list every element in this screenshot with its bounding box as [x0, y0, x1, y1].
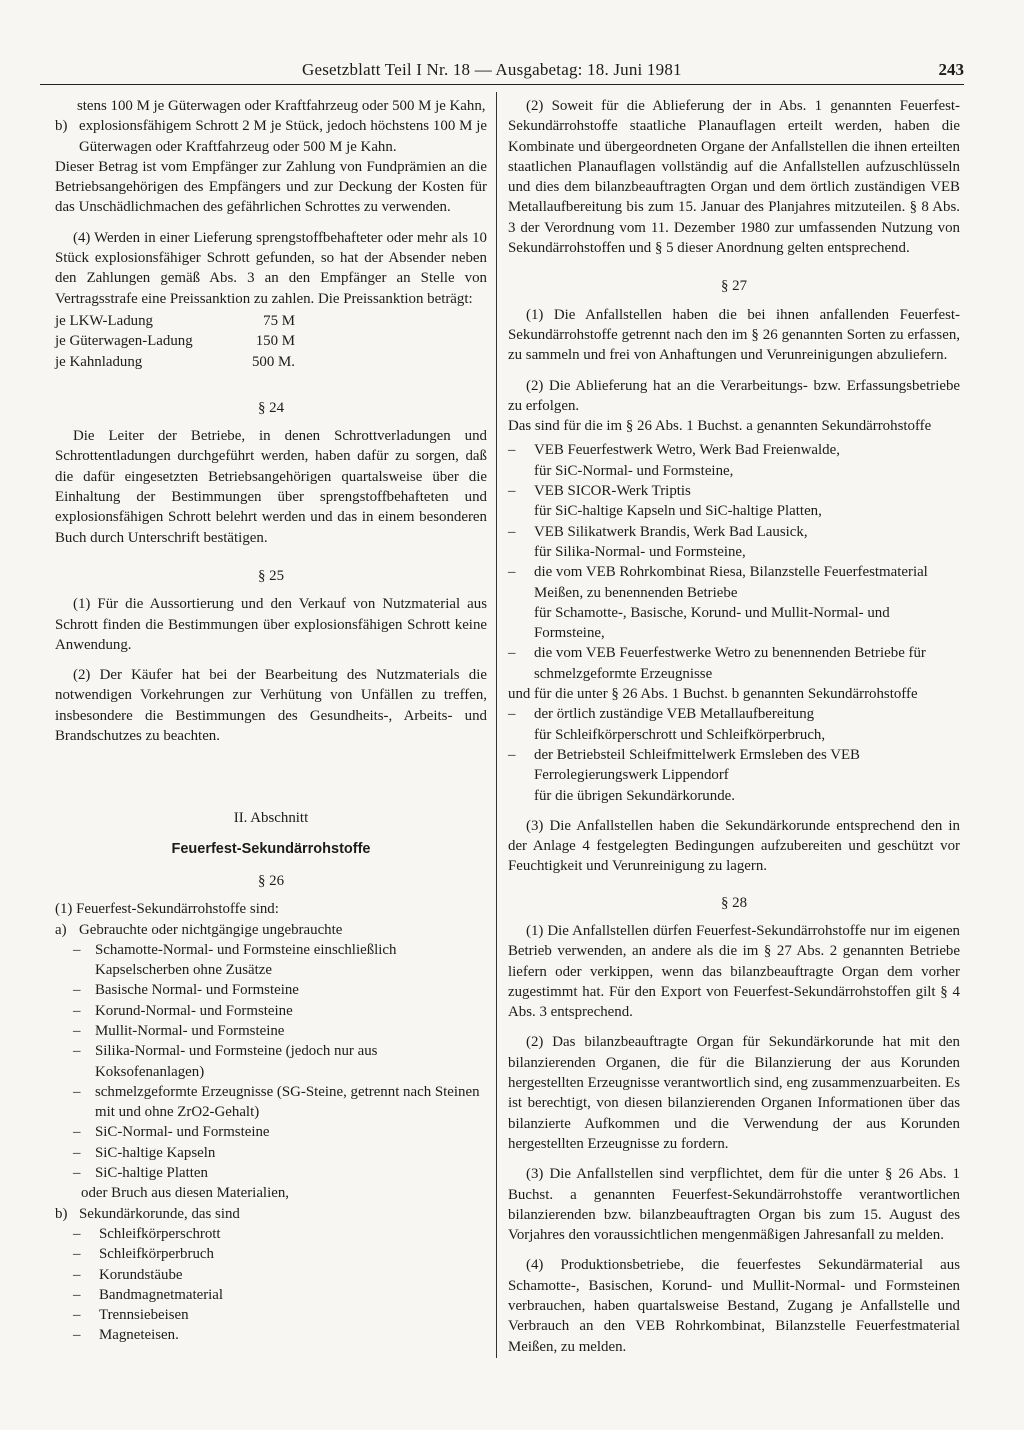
paragraph: oder Bruch aus diesen Materialien,: [81, 1185, 289, 1202]
paragraph: (3) Die Anfallstellen sind verpflichtet, dem für die unter § 26 Abs. 1 Buchst. a genannten Feuerfest-Sekundärrohstoffe verantwortlichen bilanzierenden bzw. bilanzbeauftragten Organ bis zum 15. August des Vorjahres den voraussichtlichen mengenmäßigen Jahresanfall zu melden.: [508, 1166, 960, 1244]
list-label: a): [55, 921, 67, 938]
right-column: [508, 96, 960, 1357]
section-heading-25: § 25: [257, 567, 285, 584]
paragraph: Das sind für die im § 26 Abs. 1 Buchst. a genannten Sekundärrohstoffe: [508, 418, 932, 435]
list-item: – Trennsiebeisen: [73, 1307, 189, 1324]
list-item: – SiC-haltige Platten: [73, 1165, 208, 1182]
chapter-heading: II. Abschnitt: [233, 810, 309, 827]
fine-label: je Güterwagen-Ladung: [55, 333, 193, 350]
paragraph: (1) Feuerfest-Sekundärrohstoffe sind:: [55, 901, 279, 918]
paragraph: stens 100 M je Güterwagen oder Kraftfahrzeug oder 500 M je Kahn,: [77, 98, 486, 114]
fine-label: je Kahnladung: [55, 353, 143, 370]
fines-table: [55, 311, 487, 372]
paragraph: Dieser Betrag ist vom Empfänger zur Zahlung von Fundprämien an die Betriebsangehörigen des Empfängers und zur Deckung der Kosten für das Unschädlichmachen des gefährlichen Schrottes zu verwenden.: [55, 158, 487, 216]
fine-amount: 150 M: [255, 333, 295, 350]
column-divider: [496, 92, 497, 1358]
list-item: – VEB Feuerfestwerk Wetro, Werk Bad Freienwalde, für SiC-Normal- und Formsteine,: [508, 442, 840, 479]
list-item: – Korundstäube: [73, 1266, 183, 1283]
materials-list: [73, 940, 487, 1184]
paragraph: (1) Die Anfallstellen haben die bei ihnen anfallenden Feuerfest-Sekundärrohstoffe getrennt nach den im § 26 genannten Sorten zu erfassen, zu sammeln und frei von Anhaftungen und Verunreinigungen abzuliefern.: [508, 306, 960, 364]
paragraph: (1) Die Anfallstellen dürfen Feuerfest-Sekundärrohstoffe nur im eigenen Betrieb verwenden, an andere als die im § 27 Abs. 2 genannten Betriebe liefern oder verkippen, wenn das bilanzbeauftragte Organ dem vorher zugestimmt hat. Für den Export von Feuerfest-Sekundärrohstoffen gilt § 4 Abs. 3 entsprechend.: [508, 922, 960, 1021]
section-heading-24: § 24: [257, 399, 285, 416]
list-label: b): [55, 1205, 68, 1222]
list-item: – der örtlich zuständige VEB Metallaufbereitung für Schleifkörperschrott und Schleifkörperbruch,: [508, 706, 826, 743]
list-label: b): [55, 118, 68, 135]
list-item: – SiC-Normal- und Formsteine: [73, 1124, 270, 1141]
paragraph: (2) Das bilanzbeauftragte Organ für Sekundärkorunde hat mit den bilanzierenden Organen, die für die Bilanzierung der aus Korunden hergestellten Erzeugnisse verantwortlich sind, eng zusammenzuarbeiten. Es ist berechtigt, von diesen bilanzierenden Organen Informationen über das bilanzierte Aufkommen und die Verwendung der aus Korunden hergestellten Erzeugnisse zu fordern.: [508, 1034, 960, 1152]
paragraph: (1) Für die Aussortierung und den Verkauf von Nutzmaterial aus Schrott finden die Bestimmungen über explosionsfähigen Schrott keine Anwendung.: [55, 596, 487, 653]
corundum-list: [73, 1224, 487, 1346]
list-item: – die vom VEB Rohrkombinat Riesa, Bilanzstelle Feuerfestmaterial Meißen, zu benennenden Betriebe für Schamotte-, Basische, Korund- und Mullit-Normal- und Formsteine,: [508, 564, 928, 642]
list-text: Sekundärkorunde, das sind: [79, 1205, 240, 1222]
section-heading-28: § 28: [720, 894, 748, 911]
paragraph: (2) Der Käufer hat bei der Bearbeitung des Nutzmaterials die notwendigen Vorkehrungen zur Verhütung von Unfällen zu treffen, insbesondere die Bestimmungen des Gesundheits-, Arbeits- und Brandschutzes zu beachten.: [55, 667, 487, 745]
paragraph: Die Leiter der Betriebe, in denen Schrottverladungen und Schrottentladungen durchgeführt werden, haben dafür zu sorgen, daß die dafür eingesetzten Betriebsangehörigen quartalsweise über die Einhaltung der Bestimmungen über sprengstoffbehafteten und explosionsfähigen Schrott belehrt werden und das in einem besonderen Buch durch Unterschrift bestätigen.: [55, 428, 487, 546]
list-item: – Schleifkörperbruch: [73, 1246, 214, 1263]
fine-amount: 75 M: [263, 312, 295, 329]
list-item-b2: [55, 1204, 487, 1224]
fines-row: [55, 331, 487, 351]
list-item-a: [55, 920, 487, 940]
list-item: – die vom VEB Feuerfestwerke Wetro zu benennenden Betriebe für schmelzgeformte Erzeugnisse: [508, 645, 926, 682]
list-item: – Schleifkörperschrott: [73, 1225, 221, 1242]
list-text: explosionsfähigem Schrott 2 M je Stück, jedoch höchstens 100 M je Güterwagen oder Kraftfahrzeug oder 500 M je Kahn.: [79, 118, 487, 155]
paragraph: (2) Soweit für die Ablieferung der in Abs. 1 genannten Feuerfest-Sekundärrohstoffe staatliche Planauflagen erteilt werden, haben die Kombinate und übergeordneten Organe der Anfallstellen die ihnen erteilten staatlichen Planauflagen vollständig auf die Anfallstellen aufzuschlüsseln und dies dem bilanzbeauftragten Organ und dem örtlich zuständigen VEB Metallaufbereitung bis zum 15. Januar des Planjahres mitzuteilen. § 8 Abs. 3 der Verordnung vom 11. Dezember 1980 zur umfassenden Nutzung von Sekundärrohstoffen und § 5 dieser Anordnung gelten entsprechend.: [508, 98, 960, 257]
gazette-title: Gesetzblatt Teil I Nr. 18 — Ausgabetag: 18. Juni 1981: [302, 60, 682, 79]
list-item: – SiC-haltige Kapseln: [73, 1144, 216, 1161]
list-text: Gebrauchte oder nichtgängige ungebrauchte: [79, 921, 343, 938]
list-item: – VEB SICOR-Werk Triptis für SiC-haltige Kapseln und SiC-haltige Platten,: [508, 483, 822, 520]
left-column: [55, 96, 487, 1346]
section-heading-27: § 27: [720, 278, 748, 295]
list-item: – schmelzgeformte Erzeugnisse (SG-Steine, getrennt nach Steinen mit und ohne ZrO2-Gehalt): [73, 1083, 480, 1121]
list-item: – Basische Normal- und Formsteine: [73, 982, 299, 999]
list-item: – VEB Silikatwerk Brandis, Werk Bad Lausick, für Silika-Normal- und Formsteine,: [508, 523, 808, 560]
list-item: – Mullit-Normal- und Formsteine: [73, 1022, 285, 1039]
section-heading-26: § 26: [257, 872, 285, 889]
list-item-b: [55, 116, 487, 157]
fines-row: [55, 311, 487, 331]
fine-amount: 500 M.: [251, 353, 295, 370]
paragraph: (2) Die Ablieferung hat an die Verarbeitungs- bzw. Erfassungsbetriebe zu erfolgen.: [508, 377, 960, 414]
list-item: – Bandmagnetmaterial: [73, 1286, 224, 1303]
fine-label: je LKW-Ladung: [55, 312, 153, 329]
paragraph: (4) Werden in einer Lieferung sprengstoffbehafteter oder mehr als 10 Stück explosionsfähiger Schrott gefunden, so hat der Absender neben den Zahlungen gemäß Abs. 3 an den Empfänger an Stelle von Vertragsstrafe eine Preissanktion zu zahlen. Die Preissanktion beträgt:: [55, 229, 487, 307]
page-header: [40, 58, 964, 85]
fines-row: [55, 352, 487, 372]
list-item: – Korund-Normal- und Formsteine: [73, 1002, 293, 1019]
list-item: – Silika-Normal- und Formsteine (jedoch nur aus Koksofenanlagen): [73, 1043, 378, 1080]
paragraph: (4) Produktionsbetriebe, die feuerfestes Sekundärmaterial aus Schamotte-, Basischen, Korund- und Mullit-Normal- und Formsteinen verbrauchen, haben quartalsweise Bestand, Zugang je Anfallstelle und Verbrauch an den VEB Rohrkombinat, Bilanzstelle Feuerfestmaterial Meißen, zu melden.: [508, 1257, 960, 1355]
processors-list-a: [508, 440, 960, 684]
list-item: – Schamotte-Normal- und Formsteine einschließlich Kapselscherben ohne Zusätze: [73, 941, 397, 979]
processors-list-b: [508, 704, 960, 805]
list-item: – der Betriebsteil Schleifmittelwerk Ermsleben des VEB Ferrolegierungswerk Lippendorf für die übrigen Sekundärkorunde.: [508, 746, 860, 804]
page-number: 243: [938, 60, 964, 79]
paragraph: (3) Die Anfallstellen haben die Sekundärkorunde entsprechend den in der Anlage 4 festgelegten Bedingungen aufzubereiten und geschützt vor Feuchtigkeit und Verunreinigung zu lagern.: [508, 817, 960, 875]
list-item: – Magneteisen.: [73, 1327, 179, 1344]
chapter-title: Feuerfest-Sekundärrohstoffe: [171, 840, 371, 857]
paragraph: und für die unter § 26 Abs. 1 Buchst. b genannten Sekundärrohstoffe: [508, 686, 918, 703]
